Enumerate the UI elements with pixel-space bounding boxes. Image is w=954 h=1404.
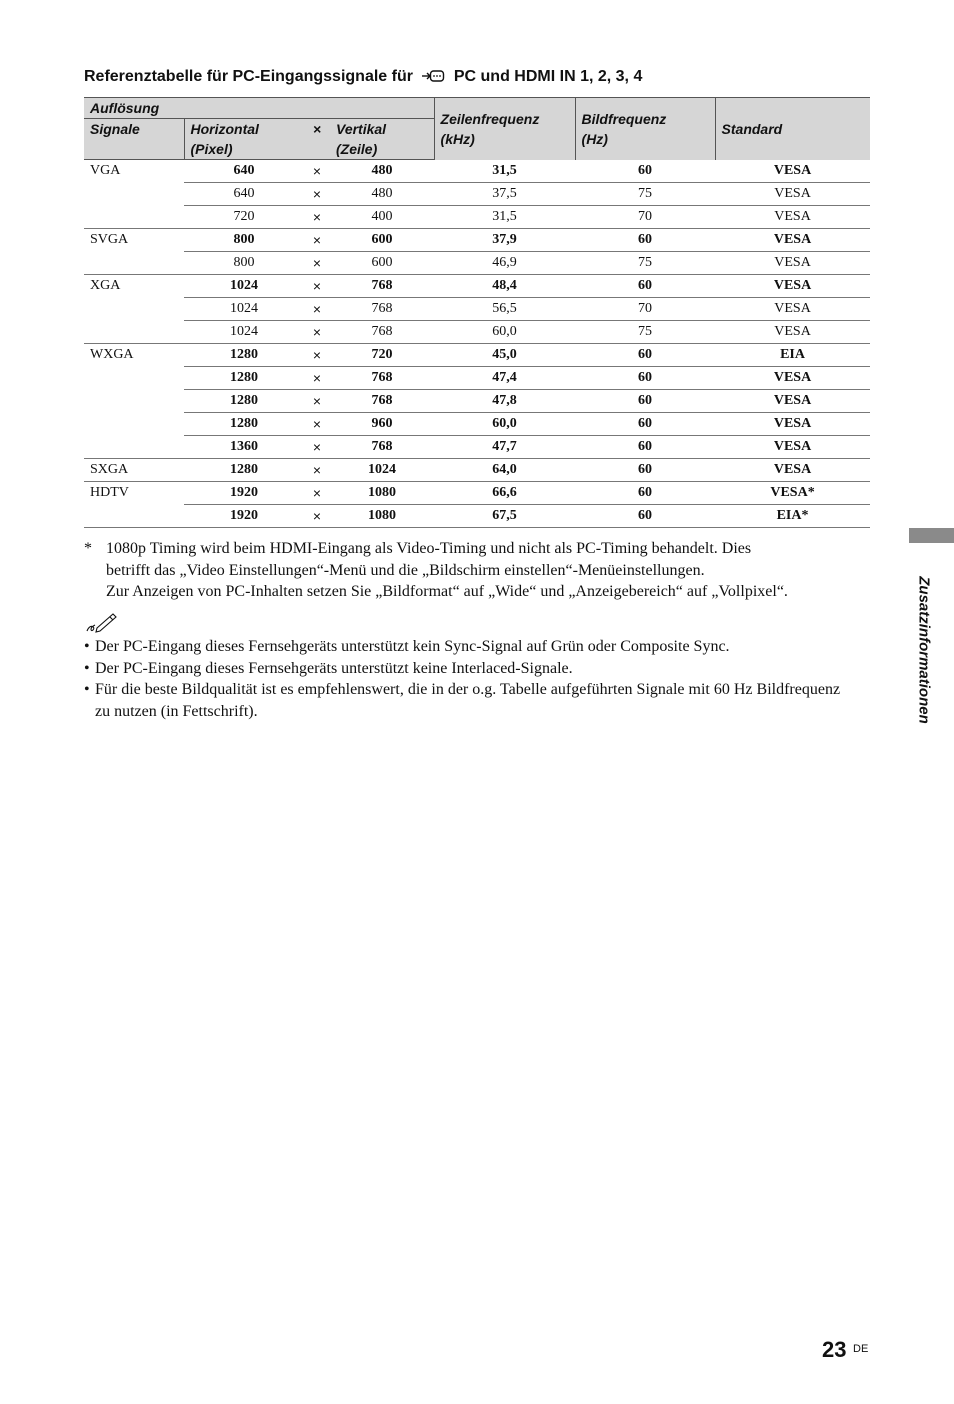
frame-frequency: 60 — [575, 505, 715, 528]
table-row — [84, 390, 870, 413]
table-row — [84, 206, 870, 229]
horizontal-pixels: 800 — [184, 229, 304, 252]
line-frequency: 60,0 — [434, 321, 575, 344]
line-frequency: 60,0 — [434, 413, 575, 436]
signal-name: SVGA — [84, 229, 184, 275]
frame-frequency: 60 — [575, 413, 715, 436]
header-vertikal: Vertikal (Zeile) — [330, 119, 434, 160]
header-aufloesung: Auflösung — [84, 98, 434, 119]
signal-name: VGA — [84, 160, 184, 229]
times-sign: × — [304, 482, 330, 505]
frame-frequency: 60 — [575, 275, 715, 298]
table-row — [84, 160, 870, 183]
header-signale: Signale — [84, 119, 184, 160]
section-title — [84, 68, 642, 88]
standard: VESA* — [715, 482, 870, 505]
times-sign: × — [304, 298, 330, 321]
horizontal-pixels: 1920 — [184, 482, 304, 505]
standard: EIA — [715, 344, 870, 367]
table-row — [84, 275, 870, 298]
line-frequency: 64,0 — [434, 459, 575, 482]
frame-frequency: 70 — [575, 206, 715, 229]
page-number: 23 — [822, 1337, 847, 1362]
list-item: • Der PC-Eingang dieses Fernsehgeräts unterstützt kein Sync-Signal auf Grün oder Composite Sync. — [84, 638, 730, 655]
standard: VESA — [715, 183, 870, 206]
frame-frequency: 60 — [575, 344, 715, 367]
horizontal-pixels: 640 — [184, 160, 304, 183]
line-frequency: 47,4 — [434, 367, 575, 390]
vertical-lines: 768 — [330, 321, 434, 344]
line-frequency: 48,4 — [434, 275, 575, 298]
vertical-lines: 480 — [330, 183, 434, 206]
frame-frequency: 60 — [575, 390, 715, 413]
vertical-lines: 600 — [330, 252, 434, 275]
standard: VESA — [715, 436, 870, 459]
frame-frequency: 60 — [575, 459, 715, 482]
vertical-lines: 1080 — [330, 482, 434, 505]
times-sign: × — [304, 252, 330, 275]
vertical-lines: 400 — [330, 206, 434, 229]
frame-frequency: 60 — [575, 482, 715, 505]
vertical-lines: 768 — [330, 298, 434, 321]
notes-list — [84, 636, 844, 722]
vertical-lines: 768 — [330, 367, 434, 390]
table-row — [84, 436, 870, 459]
footnote-line: betrifft das „Video Einstellungen“-Menü und die „Bildschirm einstellen“-Menüeinstellungen. — [106, 561, 705, 579]
line-frequency: 67,5 — [434, 505, 575, 528]
horizontal-pixels: 1024 — [184, 275, 304, 298]
header-times: × — [304, 119, 330, 160]
pc-input-icon — [421, 69, 445, 88]
vertical-lines: 768 — [330, 390, 434, 413]
vertical-lines: 720 — [330, 344, 434, 367]
note-text: Der PC-Eingang dieses Fernsehgeräts unterstützt keine Interlaced-Signale. — [95, 659, 573, 677]
note-text: Für die beste Bildqualität ist es empfehlenswert, die in der o.g. Tabelle aufgeführten Signale mit 60 Hz Bildfrequenz zu nutzen (in Fettschrift). — [95, 681, 841, 720]
times-sign: × — [304, 436, 330, 459]
list-item: • Für die beste Bildqualität ist es empfehlenswert, die in der o.g. Tabelle aufgeführten Signale mit 60 Hz Bildfrequenz zu nutzen (in Fettschrift). — [84, 681, 841, 720]
note-pencil-icon — [84, 611, 118, 638]
standard: VESA — [715, 298, 870, 321]
table-row — [84, 482, 870, 505]
standard: EIA* — [715, 505, 870, 528]
header-zeilenfrequenz: Zeilenfrequenz (kHz) — [434, 98, 575, 160]
standard: VESA — [715, 321, 870, 344]
line-frequency: 47,7 — [434, 436, 575, 459]
horizontal-pixels: 1280 — [184, 459, 304, 482]
standard: VESA — [715, 459, 870, 482]
standard: VESA — [715, 367, 870, 390]
frame-frequency: 75 — [575, 321, 715, 344]
section-tab-marker — [909, 528, 954, 543]
horizontal-pixels: 1280 — [184, 413, 304, 436]
standard: VESA — [715, 206, 870, 229]
horizontal-pixels: 1024 — [184, 298, 304, 321]
standard: VESA — [715, 390, 870, 413]
header-horizontal: Horizontal (Pixel) — [184, 119, 304, 160]
horizontal-pixels: 1280 — [184, 344, 304, 367]
list-item: • Der PC-Eingang dieses Fernsehgeräts unterstützt keine Interlaced-Signale. — [84, 659, 573, 677]
footnote-line: Zur Anzeigen von PC-Inhalten setzen Sie „Bildformat“ auf „Wide“ und „Anzeigebereich“ auf „Vollpixel“. — [106, 583, 788, 600]
frame-frequency: 60 — [575, 436, 715, 459]
table-row — [84, 413, 870, 436]
line-frequency: 31,5 — [434, 206, 575, 229]
standard: VESA — [715, 229, 870, 252]
line-frequency: 31,5 — [434, 160, 575, 183]
header-standard: Standard — [715, 98, 870, 160]
line-frequency: 56,5 — [434, 298, 575, 321]
table-row — [84, 252, 870, 275]
times-sign: × — [304, 459, 330, 482]
page-language: DE — [853, 1343, 869, 1355]
times-sign: × — [304, 344, 330, 367]
times-sign: × — [304, 275, 330, 298]
frame-frequency: 60 — [575, 229, 715, 252]
standard: VESA — [715, 275, 870, 298]
times-sign: × — [304, 206, 330, 229]
standard: VESA — [715, 160, 870, 183]
table-row — [84, 298, 870, 321]
footnote-mark: * — [84, 540, 92, 557]
signal-table — [84, 97, 870, 528]
horizontal-pixels: 800 — [184, 252, 304, 275]
frame-frequency: 75 — [575, 252, 715, 275]
horizontal-pixels: 720 — [184, 206, 304, 229]
vertical-lines: 768 — [330, 436, 434, 459]
line-frequency: 47,8 — [434, 390, 575, 413]
header-bildfrequenz: Bildfrequenz (Hz) — [575, 98, 715, 160]
times-sign: × — [304, 229, 330, 252]
vertical-lines: 768 — [330, 275, 434, 298]
frame-frequency: 60 — [575, 160, 715, 183]
section-title-text: Referenztabelle für PC-Eingangssignale für — [84, 68, 413, 85]
times-sign: × — [304, 413, 330, 436]
signal-name: HDTV — [84, 482, 184, 528]
table-row — [84, 459, 870, 482]
horizontal-pixels: 1920 — [184, 505, 304, 528]
line-frequency: 37,5 — [434, 183, 575, 206]
horizontal-pixels: 1024 — [184, 321, 304, 344]
times-sign: × — [304, 321, 330, 344]
times-sign: × — [304, 505, 330, 528]
signal-name: WXGA — [84, 344, 184, 459]
section-title-suffix: PC und HDMI IN 1, 2, 3, 4 — [453, 68, 643, 85]
vertical-lines: 1024 — [330, 459, 434, 482]
table-row — [84, 229, 870, 252]
horizontal-pixels: 1280 — [184, 367, 304, 390]
horizontal-pixels: 1280 — [184, 390, 304, 413]
footnote-line: 1080p Timing wird beim HDMI-Eingang als Video-Timing und nicht als PC-Timing behandelt. Dies — [106, 540, 752, 557]
signal-name: SXGA — [84, 459, 184, 482]
frame-frequency: 75 — [575, 183, 715, 206]
frame-frequency: 70 — [575, 298, 715, 321]
vertical-lines: 1080 — [330, 505, 434, 528]
vertical-lines: 600 — [330, 229, 434, 252]
times-sign: × — [304, 390, 330, 413]
signal-table-body — [84, 160, 870, 528]
table-row — [84, 367, 870, 390]
times-sign: × — [304, 367, 330, 390]
note-text: Der PC-Eingang dieses Fernsehgeräts unterstützt kein Sync-Signal auf Grün oder Composite Sync. — [95, 638, 730, 655]
line-frequency: 46,9 — [434, 252, 575, 275]
line-frequency: 66,6 — [434, 482, 575, 505]
standard: VESA — [715, 252, 870, 275]
frame-frequency: 60 — [575, 367, 715, 390]
table-row — [84, 183, 870, 206]
times-sign: × — [304, 183, 330, 206]
table-row — [84, 505, 870, 528]
vertical-lines: 480 — [330, 160, 434, 183]
times-sign: × — [304, 160, 330, 183]
table-row — [84, 344, 870, 367]
signal-name: XGA — [84, 275, 184, 344]
table-row — [84, 321, 870, 344]
vertical-lines: 960 — [330, 413, 434, 436]
line-frequency: 45,0 — [434, 344, 575, 367]
horizontal-pixels: 1360 — [184, 436, 304, 459]
standard: VESA — [715, 413, 870, 436]
line-frequency: 37,9 — [434, 229, 575, 252]
horizontal-pixels: 640 — [184, 183, 304, 206]
